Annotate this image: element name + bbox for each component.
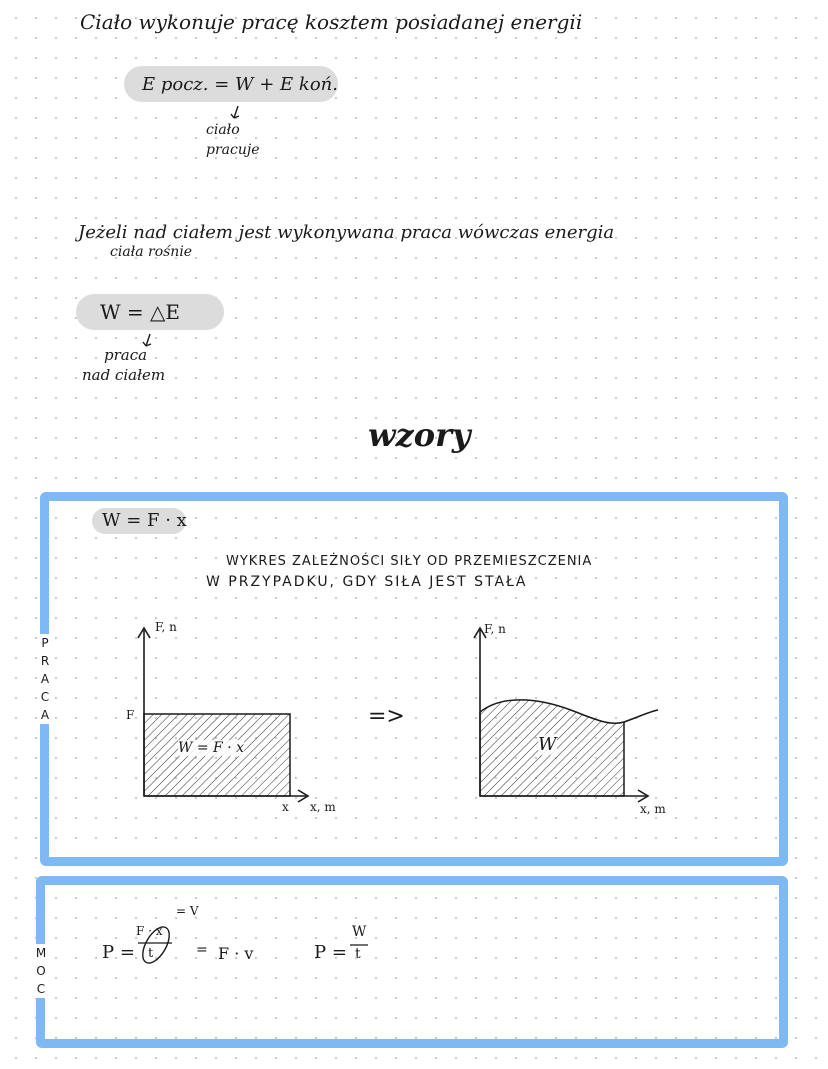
power-p2-label: P = <box>314 942 347 963</box>
implication-arrow: => <box>368 704 405 729</box>
fraction-denominator: t <box>148 946 154 961</box>
note-2-line-2: nad ciałem <box>82 366 166 384</box>
note-2-line-1: praca <box>104 346 148 364</box>
praca-side-label: P R A C A <box>38 634 52 724</box>
note-1-line-1: ciało <box>206 122 240 138</box>
note-1-line-2: pracuje <box>206 142 260 158</box>
intro-line-2: Jeżeli nad ciałem jest wykonywana praca wówczas energia <box>78 222 615 243</box>
p2-numerator: W <box>352 924 367 940</box>
graph1-area-label: W = F · x <box>178 740 244 756</box>
praca-formula: W = F · x <box>102 510 187 531</box>
graph2-x-label: x, m <box>640 802 666 816</box>
graph2-y-label: F, n <box>484 622 506 636</box>
graph1-x-tick: x <box>282 800 289 814</box>
graph-variable-force <box>456 620 666 820</box>
note-1-arrow <box>228 104 248 124</box>
graph-title-line-2: W PRZYPADKU, GDY SIŁA JEST STAŁA <box>206 574 528 590</box>
graph1-y-label: F, n <box>155 620 177 634</box>
graph2-area-label: W <box>538 734 557 755</box>
velocity-label: = V <box>176 904 199 918</box>
heading-wzory: wzory <box>368 416 471 454</box>
graph1-level-label: F <box>126 708 135 722</box>
equals-sign: = <box>196 942 208 958</box>
intro-line-2b: ciała rośnie <box>110 244 193 260</box>
p2-denominator: t <box>355 946 361 962</box>
force-curve <box>624 710 658 722</box>
power-p-label: P = <box>102 942 135 963</box>
graph-constant-force <box>120 620 340 820</box>
formula-1: E pocz. = W + E koń. <box>142 74 338 95</box>
graph1-x-label: x, m <box>310 800 336 814</box>
moc-side-label: M O C <box>35 946 47 996</box>
formula-2: W = △E <box>100 300 181 324</box>
intro-line-1: Ciało wykonuje pracę kosztem posiadanej energii <box>80 10 583 34</box>
graph-title-line-1: WYKRES ZALEŻNOŚCI SIŁY OD PRZEMIESZCZENIA <box>226 554 593 569</box>
fraction-numerator: F · x <box>136 924 163 938</box>
force-times-velocity: F · v <box>218 944 254 963</box>
